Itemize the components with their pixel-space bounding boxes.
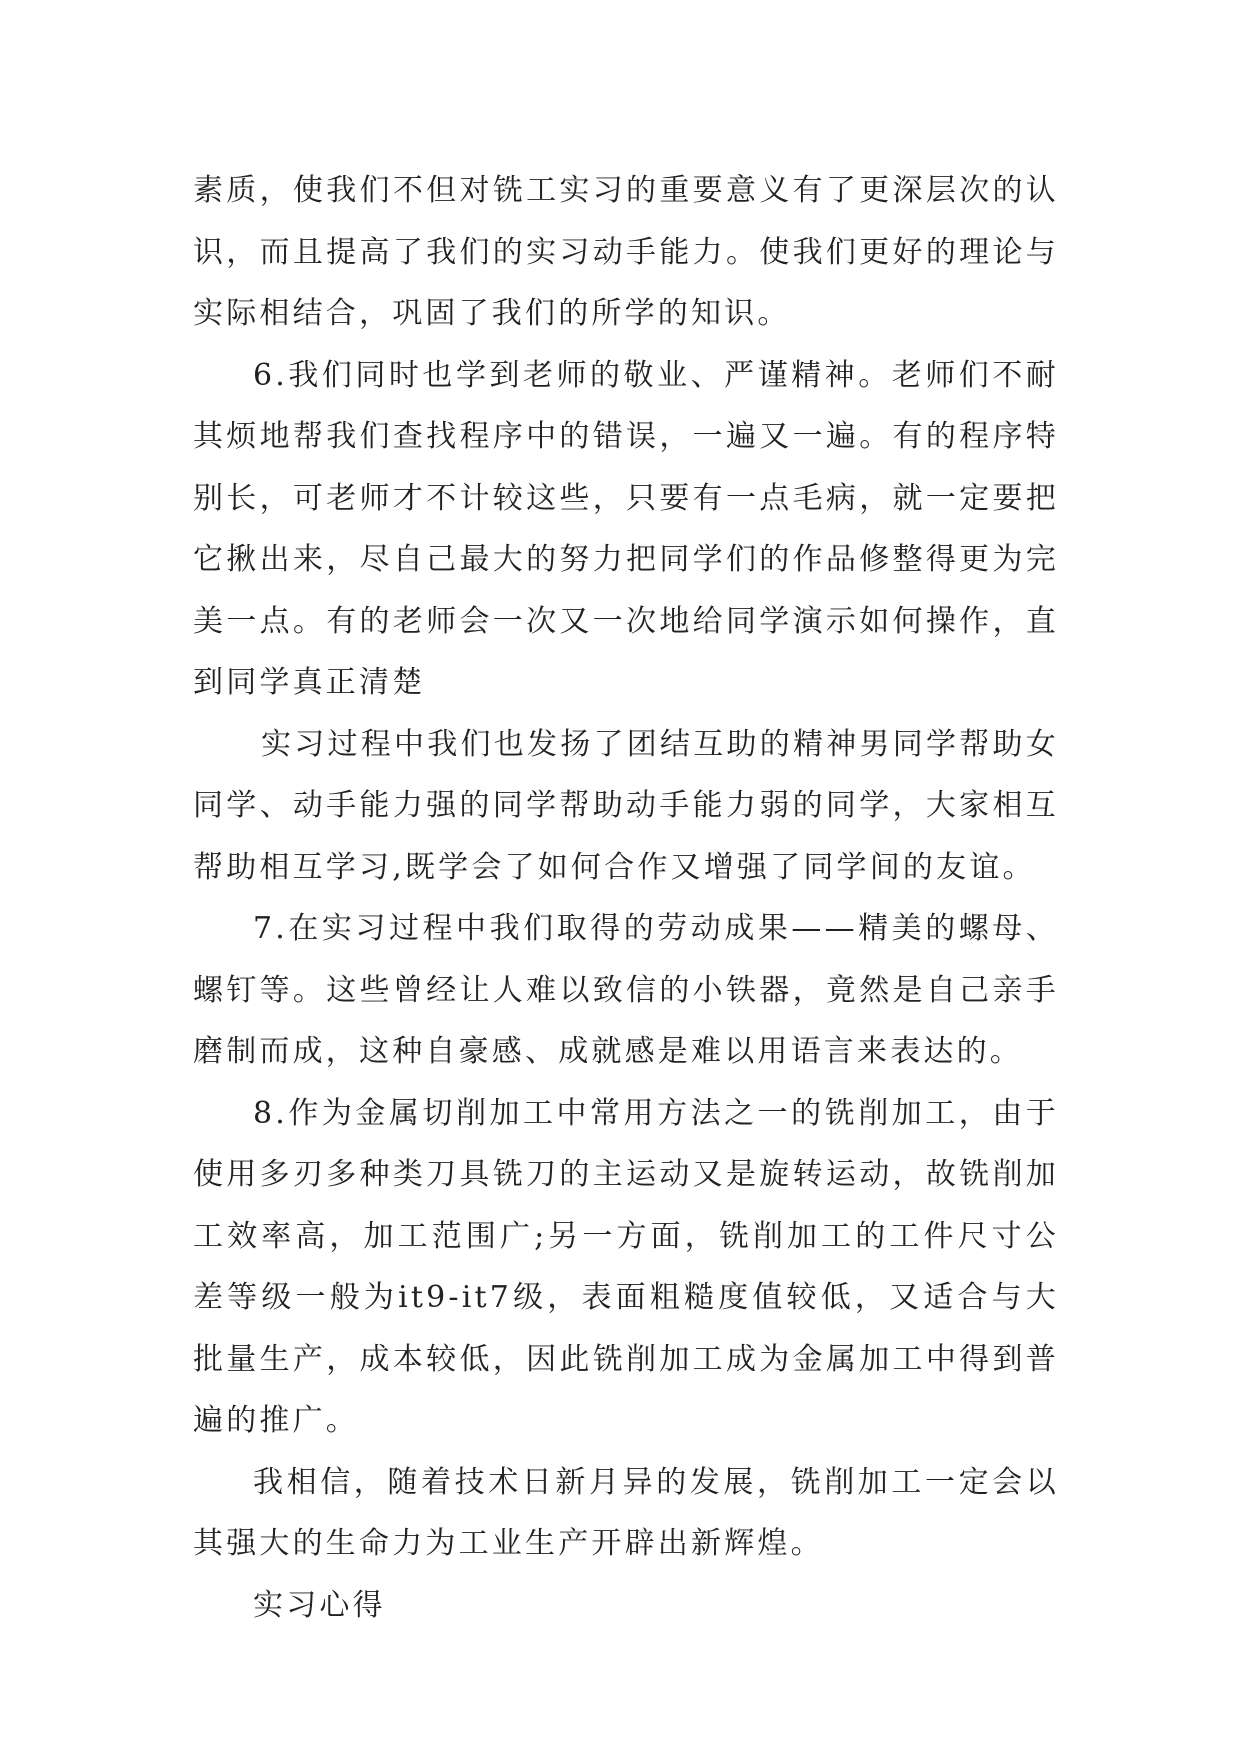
paragraph-teamwork: 实习过程中我们也发扬了团结互助的精神男同学帮助女同学、动手能力强的同学帮助动手能力弱的同学，大家相互帮助相互学习,既学会了如何合作又增强了同学间的友谊。 — [193, 726, 1059, 885]
section-heading: 实习心得 — [253, 1587, 386, 1623]
paragraph-conclusion: 我相信，随着技术日新月异的发展，铣削加工一定会以其强大的生命力为工业生产开辟出新辉煌。 — [193, 1464, 1059, 1561]
paragraph-point-7: 7.在实习过程中我们取得的劳动成果——精美的螺母、螺钉等。这些曾经让人难以致信的小铁器，竟然是自己亲手磨制而成，这种自豪感、成就感是难以用语言来表达的。 — [193, 911, 1059, 1069]
paragraph-continuation: 素质，使我们不但对铣工实习的重要意义有了更深层次的认识，而且提高了我们的实习动手能力。使我们更好的理论与实际相结合，巩固了我们的所学的知识。 — [193, 173, 1059, 331]
paragraph-point-8: 8.作为金属切削加工中常用方法之一的铣削加工，由于使用多刃多种类刀具铣刀的主运动又是旋转运动，故铣削加工效率高，加工范围广;另一方面，铣削加工的工件尺寸公差等级一般为it9-it7级，表面粗糙度值较低，又适合与大批量生产，成本较低，因此铣削加工成为金属加工中得到普遍的推广。 — [193, 1095, 1059, 1438]
document-body — [193, 160, 1059, 1636]
paragraph-point-6: 6.我们同时也学到老师的敬业、严谨精神。老师们不耐其烦地帮我们查找程序中的错误，一遍又一遍。有的程序特别长，可老师才不计较这些，只要有一点毛病，就一定要把它揪出来，尽自己最大的努力把同学们的作品修整得更为完美一点。有的老师会一次又一次地给同学演示如何操作，直到同学真正清楚 — [193, 357, 1059, 700]
